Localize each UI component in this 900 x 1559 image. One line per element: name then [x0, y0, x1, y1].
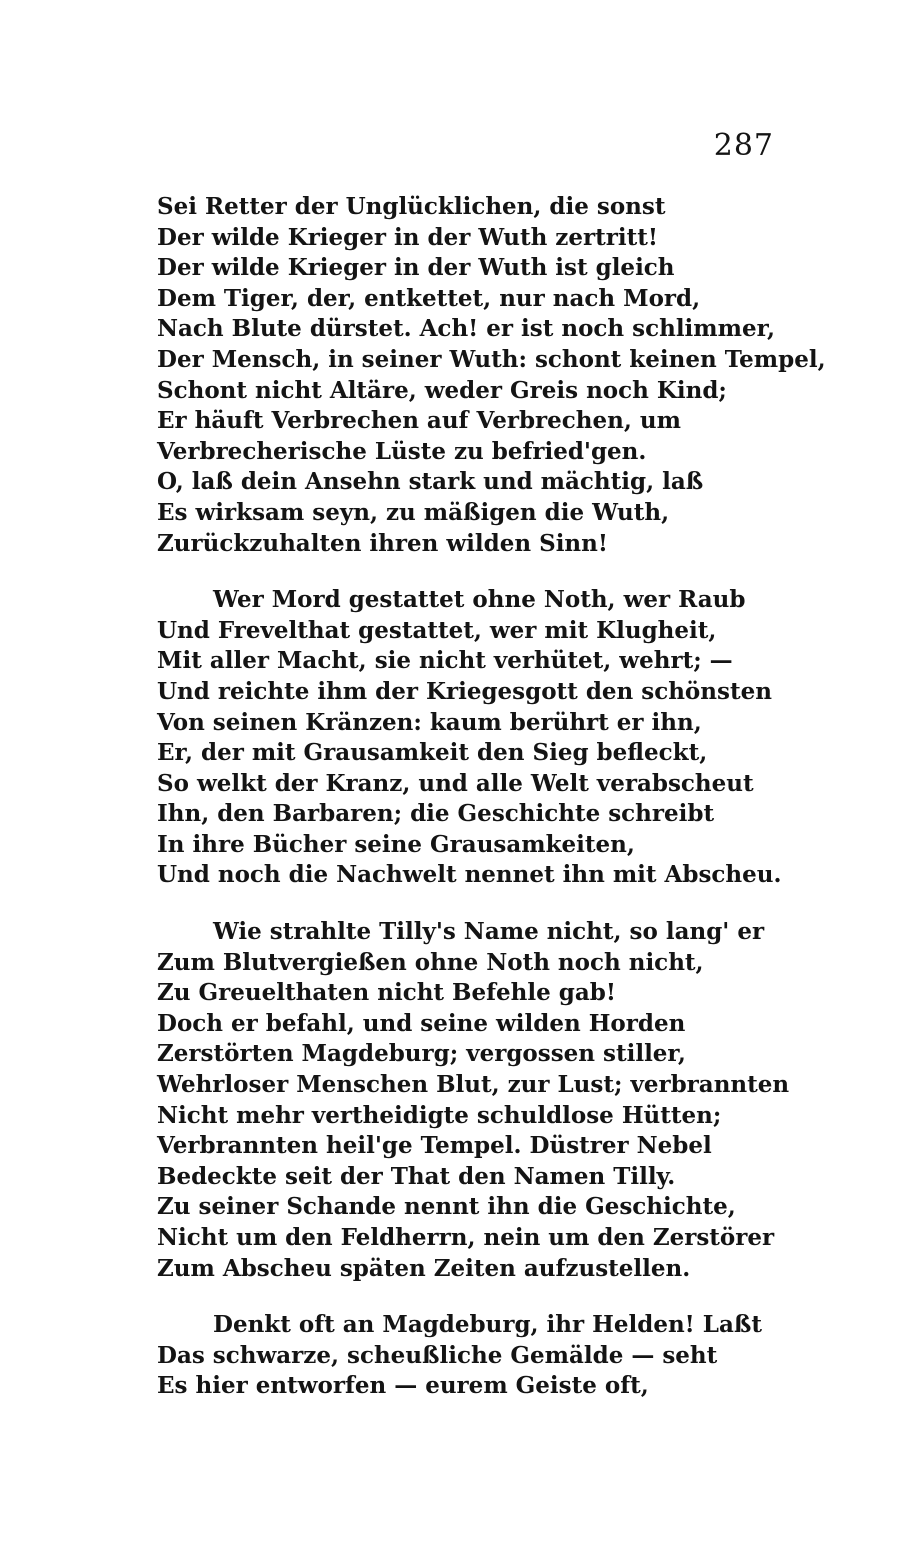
verse-line: Mit aller Macht, sie nicht verhütet, wehrt; — — [157, 647, 733, 675]
stanza-1 — [157, 192, 826, 559]
verse-line-indented: Wie strahlte Tilly's Name nicht, so lang' er — [213, 918, 765, 946]
verse-line: Es hier entworfen — eurem Geiste oft, — [157, 1372, 649, 1400]
stanza-4 — [157, 1310, 797, 1402]
verse-line: Der wilde Krieger in der Wuth zertritt! — [157, 223, 658, 251]
verse-line-indented: Denkt oft an Magdeburg, ihr Helden! Laßt — [213, 1311, 762, 1339]
verse-line: Nicht um den Feldherrn, nein um den Zerstörer — [157, 1224, 775, 1251]
page-number: 287 — [713, 128, 774, 163]
verse-line: Schont nicht Altäre, weder Greis noch Kind; — [157, 376, 727, 404]
verse-line: Und Frevelthat gestattet, wer mit Klugheit, — [157, 616, 717, 644]
verse-line: Zum Abscheu späten Zeiten aufzustellen. — [157, 1254, 691, 1282]
verse-line: Zurückzuhalten ihren wilden Sinn! — [157, 529, 608, 557]
verse-line: Er, der mit Grausamkeit den Sieg befleckt, — [157, 739, 708, 767]
verse-line: O, laß dein Ansehn stark und mächtig, laß — [157, 468, 704, 496]
stanza-2 — [157, 585, 797, 891]
verse-line: Und noch die Nachwelt nennet ihn mit Abscheu. — [157, 861, 782, 889]
verse-line: Wehrloser Menschen Blut, zur Lust; verbrannten — [157, 1071, 790, 1099]
verse-line: Von seinen Kränzen: kaum berührt er ihn, — [157, 708, 702, 736]
verse-line: Zu Greuelthaten nicht Befehle gab! — [157, 979, 616, 1007]
verse-line: Zerstörten Magdeburg; vergossen stiller, — [157, 1040, 686, 1068]
verse-line: Bedeckte seit der That den Namen Tilly. — [157, 1162, 676, 1190]
verse-line: Es wirksam seyn, zu mäßigen die Wuth, — [157, 498, 670, 526]
verse-line: Sei Retter der Unglücklichen, die sonst — [157, 193, 666, 220]
verse-line: Das schwarze, scheußliche Gemälde — seht — [157, 1341, 718, 1369]
verse-line: Der wilde Krieger in der Wuth ist gleich — [157, 254, 675, 282]
verse-line: Zum Blutvergießen ohne Noth noch nicht, — [157, 948, 704, 976]
verse-line: Nicht mehr vertheidigte schuldlose Hütten; — [157, 1101, 722, 1129]
poem-text — [157, 192, 826, 1402]
verse-line: Er häuft Verbrechen auf Verbrechen, um — [157, 407, 681, 435]
verse-line: Dem Tiger, der, entkettet, nur nach Mord, — [157, 284, 701, 312]
verse-line: Zu seiner Schande nennt ihn die Geschichte, — [157, 1193, 736, 1221]
verse-line: Verbrannten heil'ge Tempel. Düstrer Nebel — [157, 1132, 712, 1160]
verse-line: Ihn, den Barbaren; die Geschichte schreibt — [157, 800, 715, 828]
verse-line: Der Mensch, in seiner Wuth: schont keinen Tempel, — [157, 345, 826, 373]
verse-line-indented: Wer Mord gestattet ohne Noth, wer Raub — [213, 586, 746, 614]
verse-line: Verbrecherische Lüste zu befried'gen. — [157, 437, 647, 465]
verse-line: In ihre Bücher seine Grausamkeiten, — [157, 830, 635, 858]
verse-line: Und reichte ihm der Kriegesgott den schönsten — [157, 677, 772, 705]
stanza-3 — [157, 917, 797, 1284]
verse-line: Nach Blute dürstet. Ach! er ist noch schlimmer, — [157, 315, 776, 343]
verse-line: Doch er befahl, und seine wilden Horden — [157, 1009, 686, 1037]
verse-line: So welkt der Kranz, und alle Welt verabscheut — [157, 769, 754, 797]
